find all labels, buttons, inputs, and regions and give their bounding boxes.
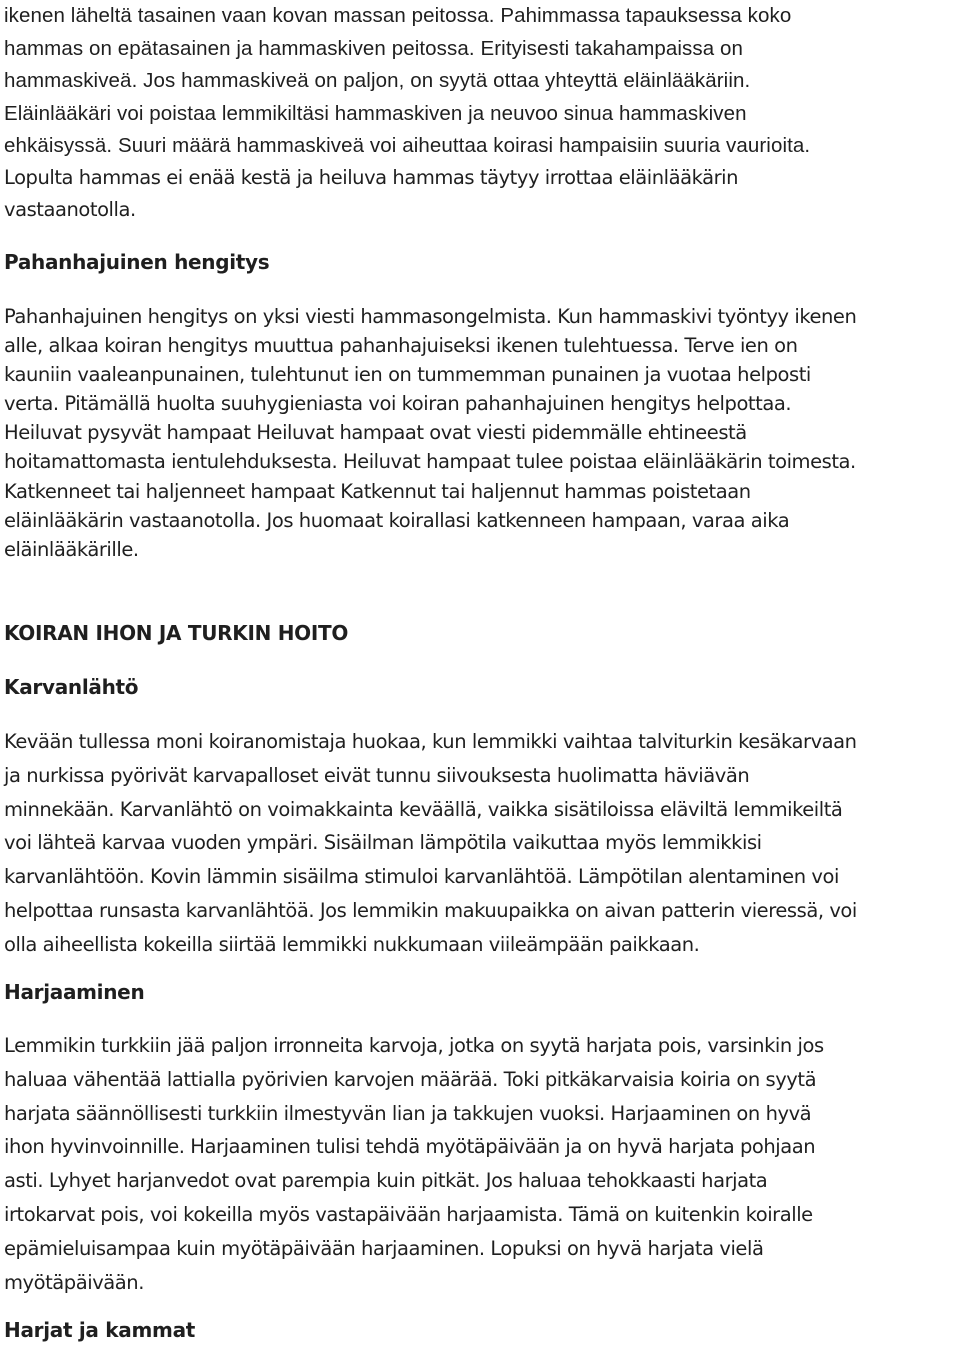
brushing-paragraph: Lemmikin turkkiin jää paljon irronneita karvoja, jotka on syytä harjata pois, varsinkin jos haluaa vähentää lattialla pyörivien karvojen määrää. Toki pitkäkarvaisia koiria on syytä harjata säännöllisesti turkkiin ilmestyvän lian ja takkujen vuoksi. Harjaaminen on hyvä ihon hyvinvoinnille. Harjaaminen tulisi tehdä myötäpäivään ja on hyvä harjata pohjaan asti. Lyhyet harjanvedot ovat parempia kuin pitkät. Jos haluaa tehokkaasti harjata irtokarvat pois, voi kokeilla myös vastapäivään harjaamista. Tämä on kuitenkin koiralle epämieluisampaa kuin myötäpäivään harjaaminen. Lopuksi on hyvä harjata vielä myötäpäivään. [4, 1034, 824, 1294]
brushing-heading: Harjaaminen [4, 980, 145, 1004]
shedding-paragraph: Kevään tullessa moni koiranomistaja huokaa, kun lemmikki vaihtaa talviturkin kesäkarvaan ja nurkissa pyörivät karvapalloset eivät tunnu siivouksesta huolimatta häviävän minnekään. Karvanlähtö on voimakkainta keväällä, vaikka sisätiloissa eläviltä lemmikeiltä voi lähteä karvaa vuoden ympäri. Sisäilman lämpötila vaikuttaa myös lemmikkisi karvanlähtöön. Kovin lämmin sisäilma stimuloi karvanlähtöä. Lämpötilan alentaminen voi helpottaa runsasta karvanlähtöä. Jos lemmikin makuupaikka on aivan patterin vieressä, voi olla aiheellista kokeilla siirtää lemmikki nukkumaan viileämpään paikkaan. [4, 730, 857, 956]
brushes-combs-heading: Harjat ja kammat [4, 1318, 196, 1342]
bad-breath-paragraph: Pahanhajuinen hengitys on yksi viesti hammasongelmista. Kun hammaskivi työntyy ikenen alle, alkaa koiran hengitys muuttua pahanhajuiseksi ikenen tulehtuessa. Terve ien on kauniin vaaleanpunainen, tulehtunut ien on tummemman punainen ja vuotaa helposti verta. Pitämällä huolta suuhygieniasta voi koiran pahanhajuinen hengitys helpottaa. Heiluvat pysyvät hampaat Heiluvat hampaat ovat viesti pidemmälle ehtineestä hoitamattomasta ientulehduksesta. Heiluvat hampaat tulee poistaa eläinlääkärin toimesta. Katkenneet tai haljenneet hampaat Katkennut tai haljennut hammas poistetaan eläinlääkärin vastaanotolla. Jos huomaat koirallasi katkenneen hampaan, varaa aika eläinlääkärille. [4, 305, 857, 561]
skin-coat-care-heading: KOIRAN IHON JA TURKIN HOITO [4, 621, 349, 645]
bad-breath-heading: Pahanhajuinen hengitys [4, 250, 270, 274]
teeth-intro-paragraph: ikenen läheltä tasainen vaan kovan massan peitossa. Pahimmassa tapauksessa koko hammas on epätasainen ja hammaskiven peitossa. Erityisesti takahampaissa on hammaskiveä. Jos hammaskiveä on paljon, on syytä ottaa yhteyttä eläinlääkäriin. Eläinlääkäri voi poistaa lemmikiltäsi hammaskiven ja neuvoo sinua hammaskiven ehkäisyssä. Suuri määrä hammaskiveä voi aiheuttaa koirasi hampaisiin suuria vaurioita. [4, 4, 811, 157]
teeth-intro-paragraph-continued: Lopulta hammas ei enää kestä ja heiluva hammas täytyy irrottaa eläinlääkärin vastaanotolla. [4, 166, 739, 221]
shedding-heading: Karvanlähtö [4, 675, 139, 699]
